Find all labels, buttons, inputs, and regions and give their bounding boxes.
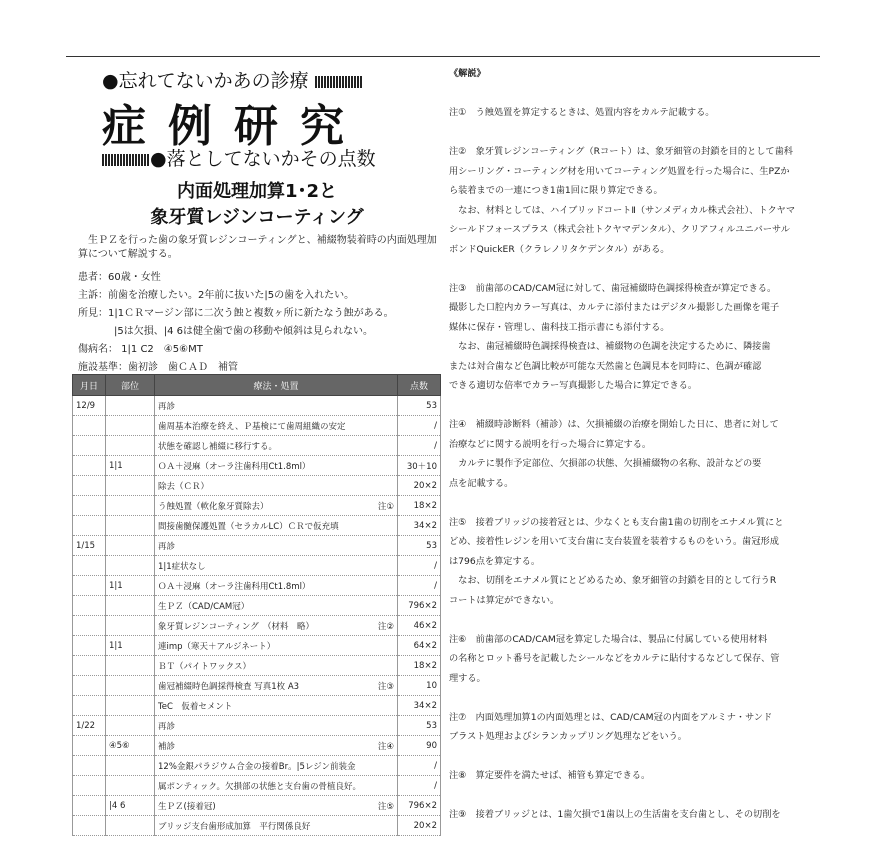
points-cell: 18×2 [398,656,441,676]
date-cell [73,816,106,836]
procedure-text: 象牙質レジンコーティング （材料 略） [158,621,314,632]
site-cell [106,716,155,736]
commentary-line: または対合歯など色調比較が可能な天然歯と色調見本を同時に、色調が確認 [449,360,762,372]
table-row [73,396,441,416]
table-row [73,416,441,436]
procedure-cell [155,416,398,436]
procedure-cell [155,656,398,676]
series-tag-top: ●忘れてないかあの診療 [102,66,363,93]
note-marker: 注② [377,621,394,632]
commentary-line: ブラスト処理およびシランカップリング処理などをいう。 [449,731,687,742]
commentary-line: 理する。 [449,672,486,684]
table-row [73,656,441,676]
procedure-cell [155,676,398,696]
commentary-line: ら装着までの一連につき1歯1回に限り算定できる。 [449,185,663,196]
facility-line: 施設基準：歯初診 歯ＣＡＤ 補管 [78,362,238,373]
procedure-text: 連imp（寒天＋アルジネート） [158,641,276,652]
points-cell: / [398,576,441,596]
points-cell: 20×2 [398,476,441,496]
procedure-cell [155,536,398,556]
site-cell [106,816,155,836]
date-cell [73,576,106,596]
table-row [73,696,441,716]
points-cell: / [398,776,441,796]
table-row [73,436,441,456]
procedure-cell [155,476,398,496]
procedure-cell [155,556,398,576]
points-cell: 90 [398,736,441,756]
findings-line-2: |5は欠損、|4 6は健全歯で歯の移動や傾斜は見られない。 [114,326,374,337]
date-cell [73,456,106,476]
table-row [73,496,441,516]
points-cell: 34×2 [398,516,441,536]
points-cell: / [398,436,441,456]
top-rule [66,56,820,57]
date-cell [73,416,106,436]
patient-info [78,269,448,377]
procedure-cell [155,736,398,756]
procedure-text: 12%金銀パラジウム合金の接着Br。|5レジン前装金 [158,761,356,772]
table-row [73,756,441,776]
points-cell: 796×2 [398,596,441,616]
commentary-line: どめ、接着性レジンを用いて支台歯に支台装置を装着するものをいう。歯冠形成 [449,536,779,547]
commentary-line: なお、材料としては、ハイブリッドコートⅡ（サンメディカル株式会社）、トクヤマ [449,204,796,216]
commentary-line: 注② 象牙質レジンコーティング（Rコート）は、象牙細管の封鎖を目的として歯科 [449,146,793,157]
table-header-cell: 点数 [398,375,441,396]
stripe-decoration [315,76,363,88]
site-cell [106,656,155,676]
note-marker: 注⑤ [377,801,394,812]
date-cell [73,436,106,456]
commentary-line: 注⑦ 内面処理加算1の内面処理とは、CAD/CAM冠の内面をアルミナ・サンド [449,711,773,723]
table-header-cell: 月日 [73,375,106,396]
date-cell [73,676,106,696]
site-cell: ④5⑥ [106,736,155,756]
article-title-line2: 象牙質レジンコーティング [150,207,364,228]
procedure-cell [155,696,398,716]
procedure-cell [155,396,398,416]
procedure-text: TeC 仮着セメント [158,701,233,712]
commentary-line: なお、歯冠補綴時色調採得検査は、補綴物の色調を決定するために、隣接歯 [449,341,771,352]
site-cell [106,416,155,436]
commentary-line: の名称とロット番号を記載したシールなどをカルテに貼付するなどして保存、管 [449,653,780,664]
site-cell [106,676,155,696]
procedure-cell [155,796,398,816]
table-row [73,536,441,556]
procedure-text: 再診 [158,401,176,412]
commentary-line: は796点を算定する。 [449,555,541,567]
table-row [73,716,441,736]
table-row [73,576,441,596]
procedure-text: ＢＴ（パイトワックス） [158,661,251,672]
date-cell [73,696,106,716]
patient-line: 患者：60歳・女性 [78,272,161,283]
procedure-text: ブリッジ支台歯形成加算 平行関係良好 [158,821,311,832]
date-cell [73,656,106,676]
commentary-line: 撮影した口腔内カラー写真は、カルテに添付またはデジタル撮影した画像を電子 [449,302,780,313]
site-cell [106,476,155,496]
site-cell: |4 6 [106,796,155,816]
stripe-decoration [102,154,150,166]
treatment-record-table [72,374,441,836]
site-cell: 1|1 [106,576,155,596]
series-title: 症例研究 [102,101,366,152]
table-row [73,476,441,496]
date-cell [73,736,106,756]
procedure-cell [155,776,398,796]
site-cell [106,516,155,536]
procedure-cell [155,436,398,456]
commentary-line: 注⑥ 前歯部のCAD/CAM冠を算定した場合は、製品に付属している使用材料 [449,633,768,645]
note-marker: 注④ [377,741,394,752]
commentary-line: カルテに製作予定部位、欠損部の状態、欠損補綴物の名称、設計などの要 [449,458,762,469]
site-cell: 1|1 [106,456,155,476]
table-row [73,456,441,476]
date-cell [73,596,106,616]
procedure-cell [155,636,398,656]
table-row [73,776,441,796]
procedure-cell [155,816,398,836]
site-cell [106,756,155,776]
note-marker: 注① [377,501,394,512]
site-cell [106,556,155,576]
date-cell [73,756,106,776]
procedure-cell [155,516,398,536]
intro-text: 生ＰＺを行った歯の象牙質レジンコーティングと、補綴物装着時の内面処理加算について解説する。 [78,235,437,260]
commentary-line: 媒体に保存・管理し、歯科技工指示書にも添付する。 [449,321,670,333]
commentary-line: 注⑤ 接着ブリッジの接着冠とは、少なくとも支台歯1歯の切削をエナメル質にと [449,516,784,528]
procedure-text: 状態を確認し補綴に移行する。 [158,441,278,452]
table-row [73,596,441,616]
points-cell: / [398,756,441,776]
commentary-line: 用シーリング・コーティング材を用いてコーティング処置を行った場合に、生PZか [449,165,790,177]
points-cell: 34×2 [398,696,441,716]
site-cell [106,436,155,456]
site-cell [106,596,155,616]
date-cell [73,496,106,516]
procedure-cell [155,616,398,636]
commentary-heading: 《解説》 [449,68,486,79]
site-cell [106,496,155,516]
site-cell [106,396,155,416]
table-row [73,736,441,756]
commentary-line: 治療などに関する説明を行った場合に算定する。 [449,438,652,450]
points-cell: 64×2 [398,636,441,656]
date-cell [73,616,106,636]
points-cell: 53 [398,716,441,736]
date-cell [73,636,106,656]
table-header-cell: 療法・処置 [155,375,398,396]
date-cell: 1/22 [73,716,106,736]
diagnosis-line: 傷病名： 1|1 C2 ④5⑥MT [78,344,203,355]
table-row [73,516,441,536]
commentary-line: なお、切削をエナメル質にとどめるため、象牙細管の封鎖を目的として行うR [449,575,777,586]
procedure-cell [155,756,398,776]
commentary-line: 注⑨ 接着ブリッジとは、1歯欠損で1歯以上の生活歯を支台歯とし、その切削を [449,809,781,820]
procedure-text: 再診 [158,541,176,552]
procedure-cell [155,576,398,596]
date-cell [73,776,106,796]
commentary-line: ボンドQuickER（クラレノリタケデンタル）がある。 [449,243,670,255]
commentary-column [449,64,821,844]
procedure-text: 間接歯髄保護処置（セラカルLC）ＣＲで仮充填 [158,521,339,532]
site-cell [106,696,155,716]
points-cell: 46×2 [398,616,441,636]
date-cell [73,476,106,496]
points-cell: 30＋10 [398,456,441,476]
complaint-line: 主訴：前歯を治療したい。2年前に抜いた|5の歯を入れたい。 [78,290,355,301]
table-row [73,796,441,816]
procedure-text: 属ポンティック。欠損部の状態と支台歯の骨植良好。 [158,781,361,792]
procedure-text: 再診 [158,721,176,732]
points-cell: 53 [398,536,441,556]
procedure-text: う蝕処置（軟化象牙質除去） [158,501,269,512]
commentary-line: 注④ 補綴時診断料（補診）は、欠損補綴の治療を開始した日に、患者に対して [449,419,779,430]
table-header-cell: 部位 [106,375,155,396]
procedure-text: 除去（ＣＲ） [158,481,210,492]
commentary-line: 点を記載する。 [449,477,514,489]
date-cell [73,796,106,816]
points-cell: 796×2 [398,796,441,816]
commentary-line: コートは算定ができない。 [449,594,560,606]
procedure-text: ＯＡ＋浸麻（オーラ注歯科用Ct1.8ml） [158,461,311,472]
points-cell: 18×2 [398,496,441,516]
commentary-line: 注③ 前歯部のCAD/CAM冠に対して、歯冠補綴時色調採得検査が算定できる。 [449,282,777,294]
procedure-cell [155,456,398,476]
site-cell: 1|1 [106,636,155,656]
commentary-line: できる適切な倍率でカラー写真撮影した場合に算定できる。 [449,380,698,391]
points-cell: / [398,556,441,576]
table-row [73,616,441,636]
procedure-cell [155,596,398,616]
table-row [73,676,441,696]
findings-line: 所見：1|1ＣＲマージン部に二次う蝕と複数ヶ所に新たなう蝕がある。 [78,308,394,319]
site-cell [106,776,155,796]
points-cell: 20×2 [398,816,441,836]
procedure-cell [155,496,398,516]
commentary-line: シールドフォースプラス（株式会社トクヤマデンタル）、クリアフィルユニバーサル [449,224,790,235]
table-row [73,636,441,656]
date-cell [73,556,106,576]
procedure-text: 生ＰＺ（CAD/CAM冠） [158,601,250,612]
date-cell: 12/9 [73,396,106,416]
points-cell: / [398,416,441,436]
commentary-line: 注⑧ 算定要件を満たせば、補管も算定できる。 [449,770,651,781]
table-row [73,556,441,576]
date-cell: 1/15 [73,536,106,556]
date-cell [73,516,106,536]
table-row [73,816,441,836]
procedure-text: 1|1症状なし [158,561,206,572]
procedure-cell [155,716,398,736]
points-cell: 10 [398,676,441,696]
procedure-text: ＯＡ＋浸麻（オーラ注歯科用Ct1.8ml） [158,581,311,592]
procedure-text: 生ＰＺ(接着冠) [158,801,216,812]
note-marker: 注③ [377,681,394,692]
procedure-text: 歯周基本治療を終え、Ｐ基検にて歯周組織の安定 [158,421,346,432]
procedure-text: 補診 [158,741,176,752]
procedure-text: 歯冠補綴時色調採得検査 写真1枚 A3 [158,681,300,692]
article-title-line1: 内面処理加算1･2と [176,181,338,202]
series-tag-bottom: ●落としてないかその点数 [102,144,376,171]
site-cell [106,536,155,556]
points-cell: 53 [398,396,441,416]
commentary-line: 注① う蝕処置を算定するときは、処置内容をカルテ記載する。 [449,107,715,118]
site-cell [106,616,155,636]
